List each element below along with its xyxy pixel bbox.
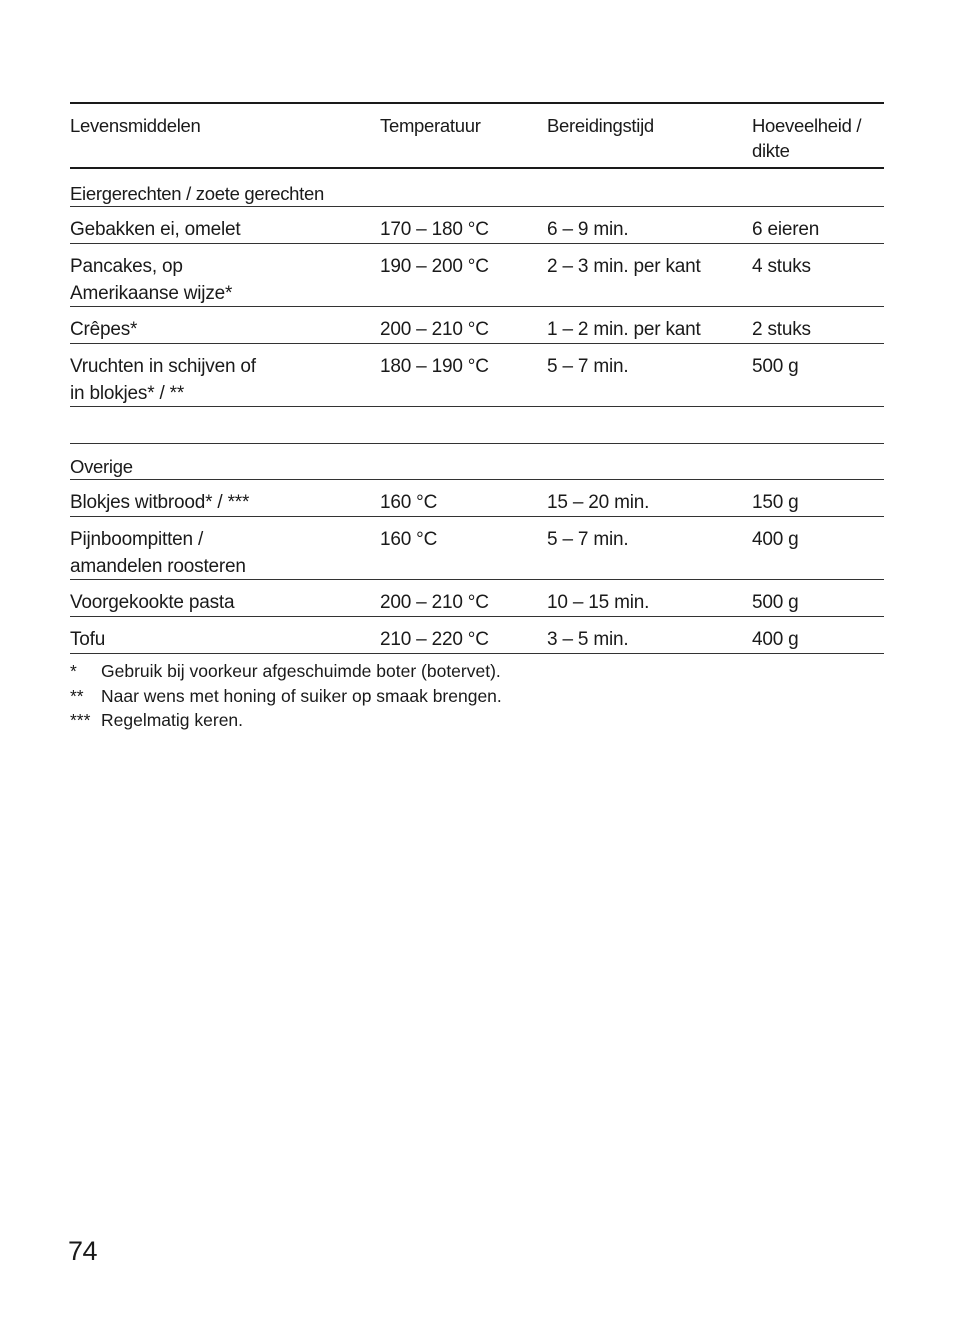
cell-temperature: 160 °C	[380, 492, 438, 513]
footnotes	[70, 659, 502, 733]
cell-quantity: 150 g	[752, 492, 799, 513]
footnote	[70, 708, 502, 733]
cell-food: Crêpes*	[70, 319, 138, 340]
table-row	[70, 307, 884, 344]
footnote-text: Gebruik bij voorkeur afgeschuimde boter (botervet).	[101, 661, 501, 681]
header-temperature: Temperatuur	[380, 115, 481, 136]
header-time: Bereidingstijd	[547, 115, 654, 136]
cell-temperature: 200 – 210 °C	[380, 592, 489, 613]
cell-time: 5 – 7 min.	[547, 356, 629, 377]
section-title: Overige	[70, 456, 133, 477]
header-quantity	[752, 113, 884, 167]
cell-time: 5 – 7 min.	[547, 529, 629, 550]
cell-food: Gebakken ei, omelet	[70, 219, 241, 240]
cell-time: 1 – 2 min. per kant	[547, 319, 701, 340]
section-title: Eiergerechten / zoete gerechten	[70, 183, 324, 204]
cell-time: 2 – 3 min. per kant	[547, 256, 701, 277]
cell-time: 10 – 15 min.	[547, 592, 650, 613]
footnote	[70, 684, 502, 709]
footnote-text: Regelmatig keren.	[101, 710, 244, 730]
cell-quantity: 6 eieren	[752, 219, 820, 240]
page-number: 74	[68, 1236, 98, 1266]
table-row	[70, 244, 884, 307]
cell-temperature: 190 – 200 °C	[380, 256, 489, 277]
table-row	[70, 617, 884, 654]
footnote-mark: **	[70, 685, 84, 706]
cell-quantity: 2 stuks	[752, 319, 811, 340]
footnote-text: Naar wens met honing of suiker op smaak brengen.	[101, 685, 502, 706]
table-row	[70, 517, 884, 580]
cell-time: 6 – 9 min.	[547, 219, 629, 240]
table-header-row	[70, 104, 884, 169]
cell-food: Tofu	[70, 629, 106, 650]
cell-quantity: 500 g	[752, 356, 799, 377]
section-heading-other	[70, 444, 884, 480]
cell-time: 3 – 5 min.	[547, 629, 629, 650]
cell-food: Pancakes, op Amerikaanse wijze*	[70, 256, 233, 304]
section-heading-egg-dishes	[70, 169, 884, 207]
cooking-table	[70, 102, 884, 654]
table-row	[70, 480, 884, 517]
cell-temperature: 180 – 190 °C	[380, 356, 489, 377]
footnote-mark: *	[70, 661, 77, 681]
cell-temperature: 160 °C	[380, 529, 438, 550]
table-spacer-row	[70, 407, 884, 444]
cell-food: Voorgekookte pasta	[70, 592, 235, 613]
cell-quantity: 400 g	[752, 629, 799, 650]
cell-quantity: 400 g	[752, 529, 799, 550]
cell-time: 15 – 20 min.	[547, 492, 650, 513]
footnote-mark: ***	[70, 710, 91, 730]
header-quantity-text: Hoeveelheid / dikte	[752, 115, 862, 161]
cell-quantity: 500 g	[752, 592, 799, 613]
table-row	[70, 207, 884, 244]
cell-temperature: 200 – 210 °C	[380, 319, 489, 340]
cell-food: Blokjes witbrood* / ***	[70, 492, 250, 513]
footnote	[70, 659, 502, 684]
cell-temperature: 210 – 220 °C	[380, 629, 489, 650]
cell-food: Vruchten in schijven of in blokjes* / **	[70, 356, 256, 404]
cell-temperature: 170 – 180 °C	[380, 219, 489, 240]
table-row	[70, 344, 884, 407]
cell-quantity: 4 stuks	[752, 256, 811, 277]
header-food: Levensmiddelen	[70, 115, 201, 136]
table-row	[70, 580, 884, 617]
cell-food: Pijnboompitten / amandelen roosteren	[70, 529, 246, 577]
